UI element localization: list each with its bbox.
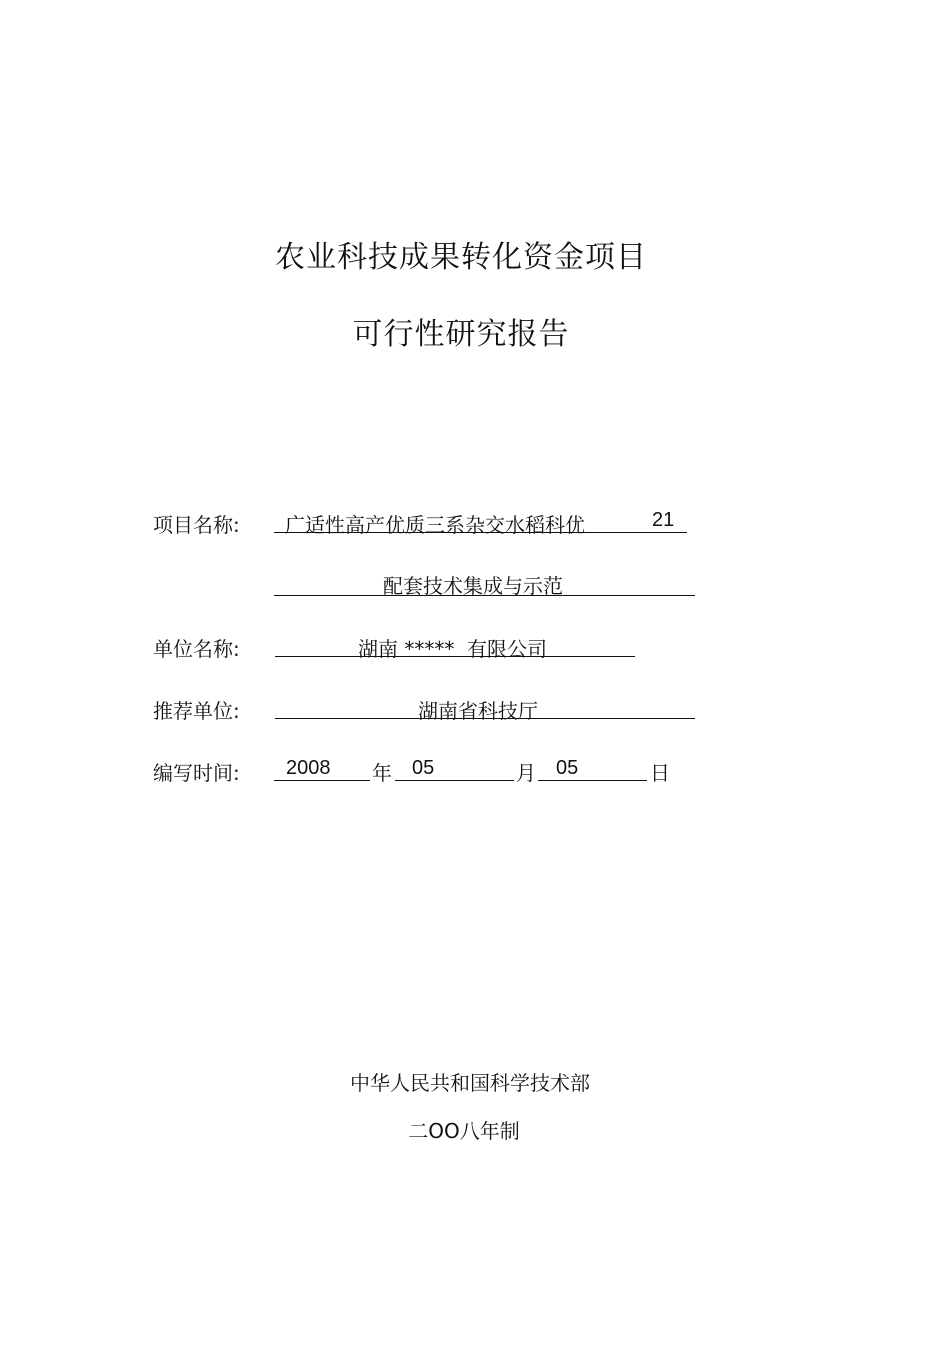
- recommender-value: 湖南省科技厅: [418, 699, 538, 723]
- recommender-label: 推荐单位:: [153, 699, 240, 723]
- date-day-unit: 日: [650, 761, 670, 785]
- project-name-number: 21: [652, 509, 675, 531]
- project-name-underline-2: [274, 595, 695, 596]
- date-year-unit: 年: [372, 761, 392, 785]
- unit-name-value: 湖南 *****: [358, 637, 455, 661]
- edition: 二OO八年制: [408, 1119, 520, 1143]
- date-month-underline: [395, 780, 514, 781]
- recommender-underline: [275, 718, 695, 719]
- project-name-value: 广适性高产优质三系杂交水稻科优: [285, 513, 585, 537]
- project-name-label: 项目名称:: [153, 513, 240, 537]
- unit-name-underline: [275, 656, 635, 657]
- project-name-underline: [274, 532, 687, 533]
- date-label: 编写时间:: [153, 761, 240, 785]
- project-name-value-continued: 配套技术集成与示范: [383, 574, 563, 598]
- issuer: 中华人民共和国科学技术部: [350, 1071, 590, 1095]
- document-title: 农业科技成果转化资金项目: [275, 240, 647, 275]
- date-month-unit: 月: [516, 761, 536, 785]
- document-subtitle: 可行性研究报告: [352, 317, 570, 352]
- date-year-underline: [274, 780, 370, 781]
- date-month-value: 05: [412, 757, 435, 779]
- date-year-value: 2008: [286, 757, 331, 779]
- date-day-value: 05: [556, 757, 579, 779]
- unit-name-value-suffix: 有限公司: [467, 637, 547, 661]
- date-day-underline: [538, 780, 647, 781]
- unit-name-label: 单位名称:: [153, 637, 240, 661]
